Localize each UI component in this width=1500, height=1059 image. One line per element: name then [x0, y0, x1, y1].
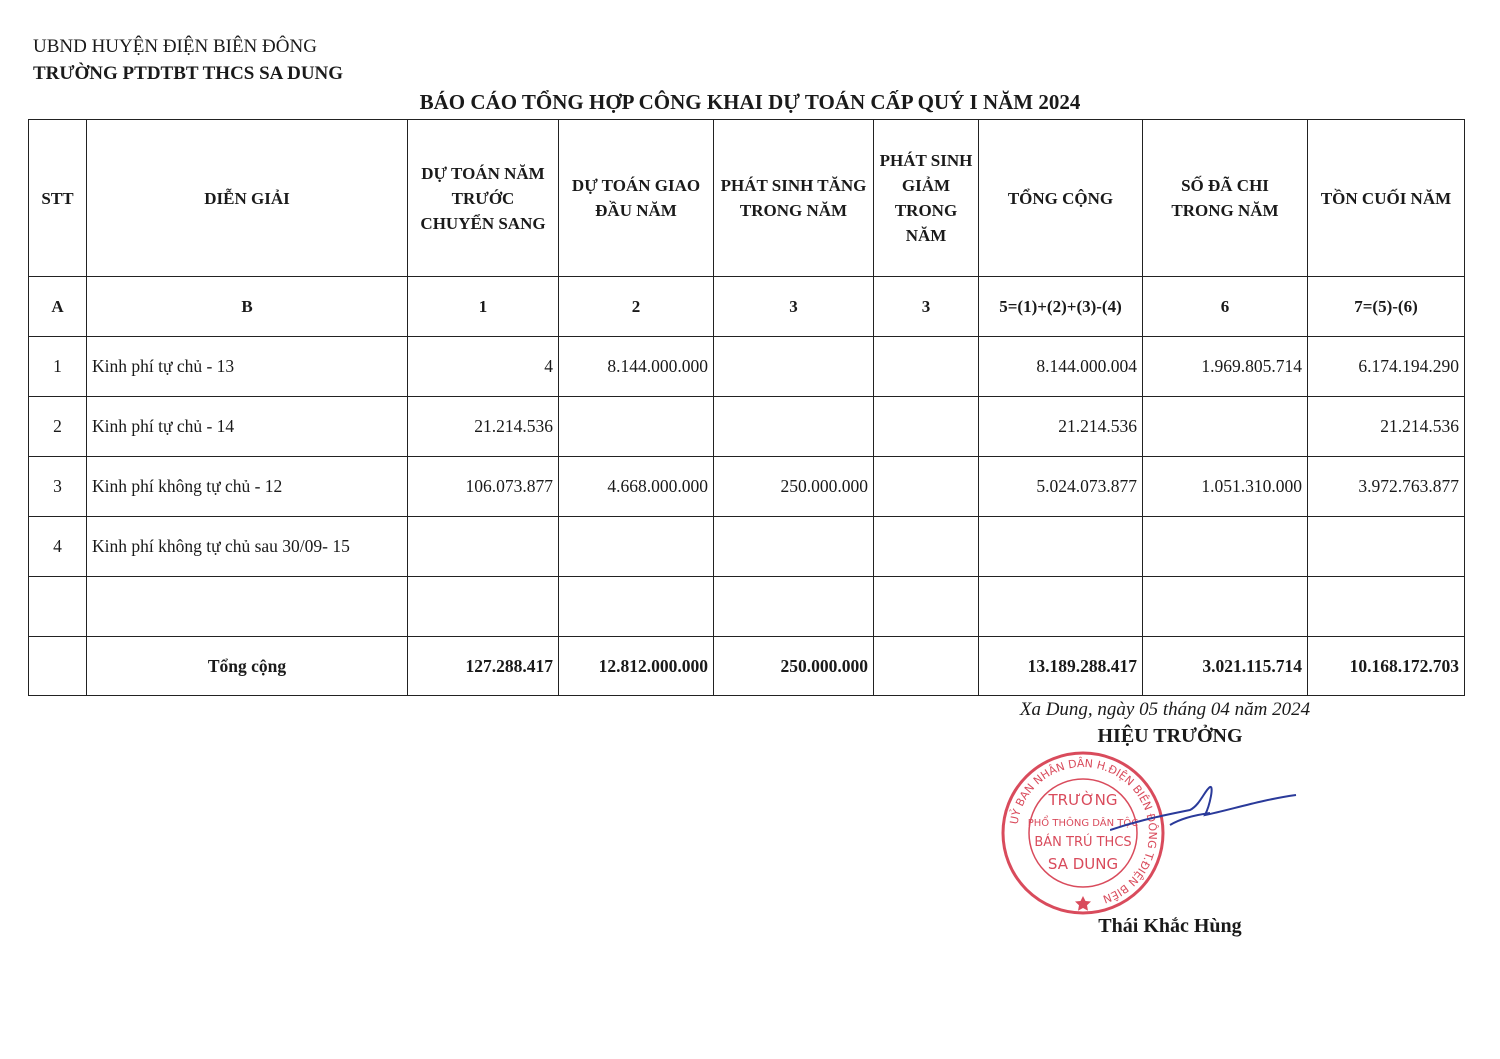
cell-total: 21.214.536: [979, 397, 1143, 457]
cell-decrease: [874, 457, 979, 517]
cell-initial-budget: 4.668.000.000: [559, 457, 714, 517]
index-cell: 5=(1)+(2)+(3)-(4): [979, 277, 1143, 337]
seal-outer-text: UỶ BAN NHÂN DÂN H.ĐIỆN BIÊN ĐÔNG T.ĐIỆN BIÊN: [1007, 756, 1160, 906]
signer-role: HIỆU TRƯỞNG: [1097, 725, 1243, 747]
cell-remaining: [1308, 577, 1465, 637]
cell-spent: [1143, 517, 1308, 577]
cell-total: [979, 577, 1143, 637]
cell-initial-budget: [559, 577, 714, 637]
cell-carried-over: [408, 577, 559, 637]
budget-table: [28, 119, 1465, 696]
cell-total: 5.024.073.877: [979, 457, 1143, 517]
cell-carried-over: 106.073.877: [408, 457, 559, 517]
cell-spent: [1143, 577, 1308, 637]
total-total: 13.189.288.417: [979, 637, 1143, 696]
org-line-1: UBND HUYỆN ĐIỆN BIÊN ĐÔNG: [33, 36, 317, 57]
cell-total: [979, 517, 1143, 577]
seal-line: BÁN TRÚ THCS: [1034, 835, 1132, 850]
seal-line: SA DUNG: [1047, 855, 1119, 873]
cell-increase: 250.000.000: [714, 457, 874, 517]
index-cell: 7=(5)-(6): [1308, 277, 1465, 337]
col-header-total: TỔNG CỘNG: [979, 120, 1143, 277]
index-cell: B: [87, 277, 408, 337]
place-date: Xa Dung, ngày 05 tháng 04 năm 2024: [1019, 699, 1311, 720]
col-header-initial-budget: DỰ TOÁN GIAO ĐẦU NĂM: [559, 120, 714, 277]
cell-description: Kinh phí không tự chủ sau 30/09- 15: [87, 517, 408, 577]
table-row: [29, 337, 1465, 397]
total-increase: 250.000.000: [714, 637, 874, 696]
cell-carried-over: [408, 517, 559, 577]
index-cell: 1: [408, 277, 559, 337]
cell-decrease: [874, 577, 979, 637]
cell-remaining: 3.972.763.877: [1308, 457, 1465, 517]
total-decrease: [874, 637, 979, 696]
total-carried-over: 127.288.417: [408, 637, 559, 696]
cell-increase: [714, 397, 874, 457]
total-label: Tổng cộng: [87, 637, 408, 696]
col-header-carried-over: DỰ TOÁN NĂM TRƯỚC CHUYỂN SANG: [408, 120, 559, 277]
total-remaining: 10.168.172.703: [1308, 637, 1465, 696]
total-cell-stt: [29, 637, 87, 696]
cell-decrease: [874, 397, 979, 457]
index-cell: 6: [1143, 277, 1308, 337]
cell-stt: 2: [29, 397, 87, 457]
cell-remaining: 21.214.536: [1308, 397, 1465, 457]
cell-increase: [714, 517, 874, 577]
table-row: [29, 517, 1465, 577]
cell-description: [87, 577, 408, 637]
handwritten-signature: [1110, 775, 1310, 845]
table-row: [29, 457, 1465, 517]
cell-description: Kinh phí tự chủ - 14: [87, 397, 408, 457]
col-header-decrease: PHÁT SINH GIẢM TRONG NĂM: [874, 120, 979, 277]
report-title: BÁO CÁO TỔNG HỢP CÔNG KHAI DỰ TOÁN CẤP QUÝ I NĂM 2024: [419, 90, 1081, 114]
cell-remaining: 6.174.194.290: [1308, 337, 1465, 397]
cell-spent: 1.051.310.000: [1143, 457, 1308, 517]
cell-description: Kinh phí tự chủ - 13: [87, 337, 408, 397]
index-cell: 3: [714, 277, 874, 337]
cell-carried-over: 4: [408, 337, 559, 397]
cell-carried-over: 21.214.536: [408, 397, 559, 457]
col-header-stt: STT: [29, 120, 87, 277]
cell-description: Kinh phí không tự chủ - 12: [87, 457, 408, 517]
index-cell: A: [29, 277, 87, 337]
col-header-description: DIỄN GIẢI: [87, 120, 408, 277]
cell-increase: [714, 577, 874, 637]
cell-stt: 4: [29, 517, 87, 577]
total-spent: 3.021.115.714: [1143, 637, 1308, 696]
table-total-row: [29, 637, 1465, 696]
table-index-row: [29, 277, 1465, 337]
cell-decrease: [874, 337, 979, 397]
cell-total: 8.144.000.004: [979, 337, 1143, 397]
signer-name: Thái Khắc Hùng: [1098, 915, 1242, 937]
col-header-spent: SỐ ĐÃ CHI TRONG NĂM: [1143, 120, 1308, 277]
org-line-2: TRƯỜNG PTDTBT THCS SA DUNG: [33, 63, 344, 84]
index-cell: 2: [559, 277, 714, 337]
cell-spent: [1143, 397, 1308, 457]
table-row: [29, 577, 1465, 637]
seal-line: TRƯỜNG: [1048, 791, 1118, 809]
table-header-row: [29, 120, 1465, 277]
col-header-increase: PHÁT SINH TĂNG TRONG NĂM: [714, 120, 874, 277]
cell-initial-budget: [559, 517, 714, 577]
cell-stt: [29, 577, 87, 637]
cell-initial-budget: [559, 397, 714, 457]
table-row: [29, 397, 1465, 457]
cell-initial-budget: 8.144.000.000: [559, 337, 714, 397]
cell-decrease: [874, 517, 979, 577]
index-cell: 3: [874, 277, 979, 337]
cell-stt: 1: [29, 337, 87, 397]
col-header-remaining: TỒN CUỐI NĂM: [1308, 120, 1465, 277]
cell-stt: 3: [29, 457, 87, 517]
seal-line: PHỔ THÔNG DÂN TỘC: [1027, 818, 1139, 829]
cell-increase: [714, 337, 874, 397]
cell-spent: 1.969.805.714: [1143, 337, 1308, 397]
cell-remaining: [1308, 517, 1465, 577]
total-initial-budget: 12.812.000.000: [559, 637, 714, 696]
